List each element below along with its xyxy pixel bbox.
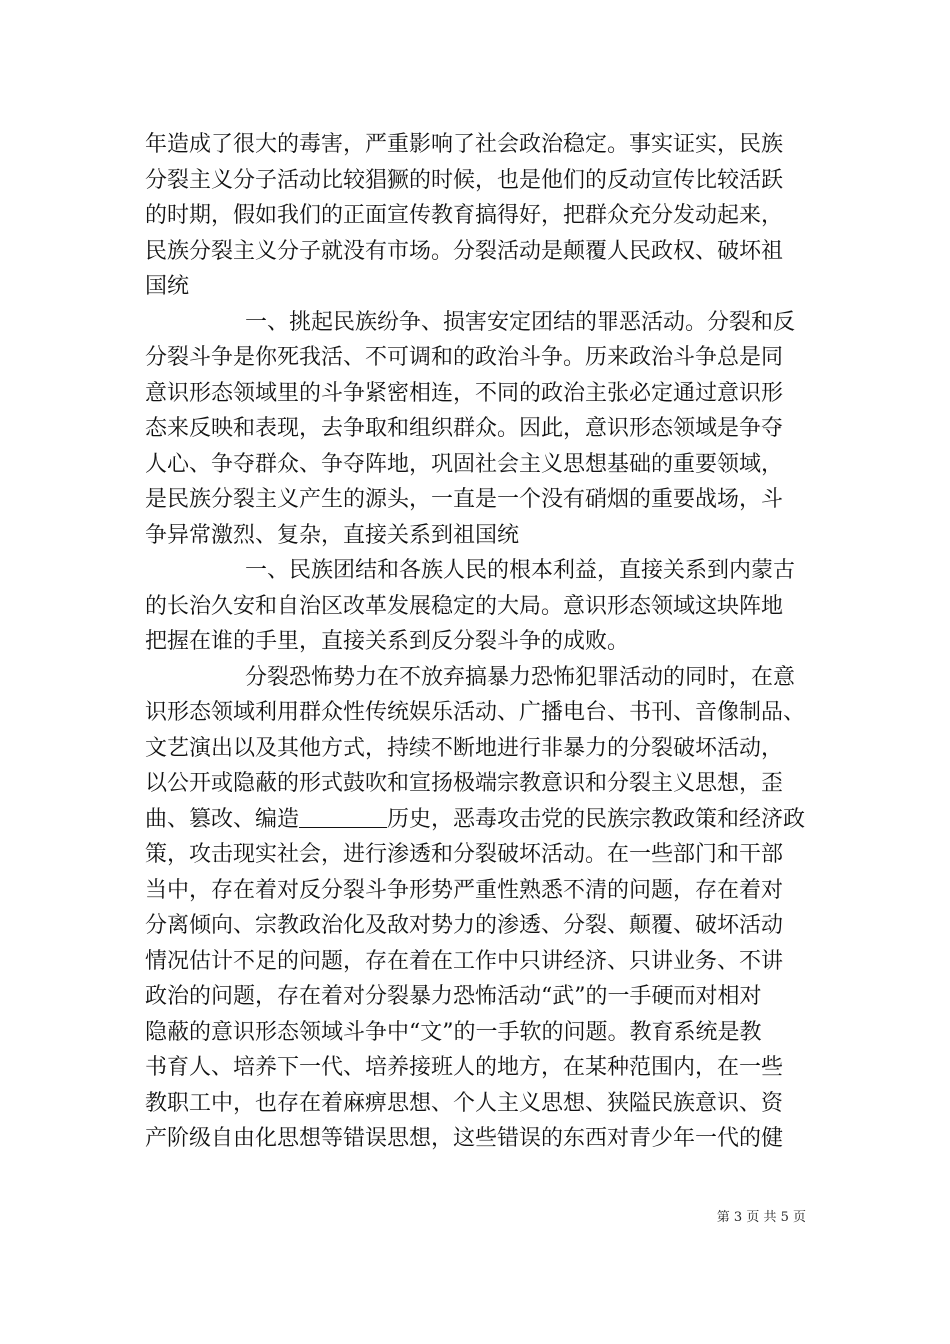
text-line: 年造成了很大的毒害，严重影响了社会政治稳定。事实证实，民族 xyxy=(145,132,784,157)
text-line: 当中，存在着对反分裂斗争形势严重性熟悉不清的问题，存在着对 xyxy=(145,877,784,903)
text-line: 国统 xyxy=(145,274,190,299)
text-line: 策，攻击现实社会，进行渗透和分裂破坏活动。在一些部门和干部 xyxy=(145,842,784,867)
text-line: 文艺演出以及其他方式，持续不断地进行非暴力的分裂破坏活动， xyxy=(145,735,784,761)
paragraph-first-line: 一、挑起民族纷争、损害安定团结的罪恶活动。分裂和反 xyxy=(245,309,796,335)
text-line: 以公开或隐蔽的形式鼓吹和宣扬极端宗教意识和分裂主义思想，歪 xyxy=(145,771,784,796)
text-line: 民族分裂主义分子就没有市场。分裂活动是颠覆人民政权、破坏祖 xyxy=(145,238,784,264)
text-line: 分裂主义分子活动比较猖獗的时候，也是他们的反动宣传比较活跃 xyxy=(145,167,784,193)
text-line: 情况估计不足的问题，存在着在工作中只讲经济、只讲业务、不讲 xyxy=(145,948,784,974)
text-segment: 历史，恶毒攻击党的民族宗教政策和经济政 xyxy=(387,806,806,832)
paragraph-first-line: 分裂恐怖势力在不放弃搞暴力恐怖犯罪活动的同时，在意 xyxy=(245,664,796,690)
text-line: 把握在谁的手里，直接关系到反分裂斗争的成败。 xyxy=(145,629,630,654)
text-line: 政治的问题，存在着对分裂暴力恐怖活动“武”的一手硬而对相对 xyxy=(145,984,762,1009)
text-line: 意识形态领域里的斗争紧密相连，不同的政治主张必定通过意识形 xyxy=(145,380,784,406)
text-line: 分裂斗争是你死我活、不可调和的政治斗争。历来政治斗争总是同 xyxy=(145,345,784,370)
text-line: 的长治久安和自治区改革发展稳定的大局。意识形态领域这块阵地 xyxy=(145,593,784,619)
text-line: 态来反映和表现，去争取和组织群众。因此，意识形态领域是争夺 xyxy=(145,416,784,441)
text-line: 争异常激烈、复杂，直接关系到祖国统 xyxy=(145,522,520,548)
text-line-with-blank xyxy=(145,802,810,838)
text-line: 的时期，假如我们的正面宣传教育搞得好，把群众充分发动起来， xyxy=(145,203,784,228)
body-text xyxy=(145,127,810,1157)
fill-in-blank xyxy=(299,807,387,828)
text-line: 隐蔽的意识形态领域斗争中“文”的一手软的问题。教育系统是教 xyxy=(145,1019,762,1045)
paragraph-first-line: 一、民族团结和各族人民的根本利益，直接关系到内蒙古 xyxy=(245,558,796,583)
text-segment: 曲、篡改、编造 xyxy=(145,806,300,832)
text-line: 教职工中，也存在着麻痹思想、个人主义思想、狭隘民族意识、资 xyxy=(145,1090,784,1116)
text-line: 人心、争夺群众、争夺阵地，巩固社会主义思想基础的重要领域， xyxy=(145,451,784,477)
text-line: 识形态领域利用群众性传统娱乐活动、广播电台、书刊、音像制品、 xyxy=(145,700,806,725)
text-line: 产阶级自由化思想等错误思想，这些错误的东西对青少年一代的健 xyxy=(145,1126,784,1151)
page-number-footer: 第 3 页 共 5 页 xyxy=(716,1210,806,1225)
text-line: 分离倾向、宗教政治化及敌对势力的渗透、分裂、颠覆、破坏活动 xyxy=(145,913,784,938)
text-line: 是民族分裂主义产生的源头，一直是一个没有硝烟的重要战场，斗 xyxy=(145,487,784,512)
text-line: 书育人、培养下一代、培养接班人的地方，在某种范围内，在一些 xyxy=(145,1055,784,1080)
